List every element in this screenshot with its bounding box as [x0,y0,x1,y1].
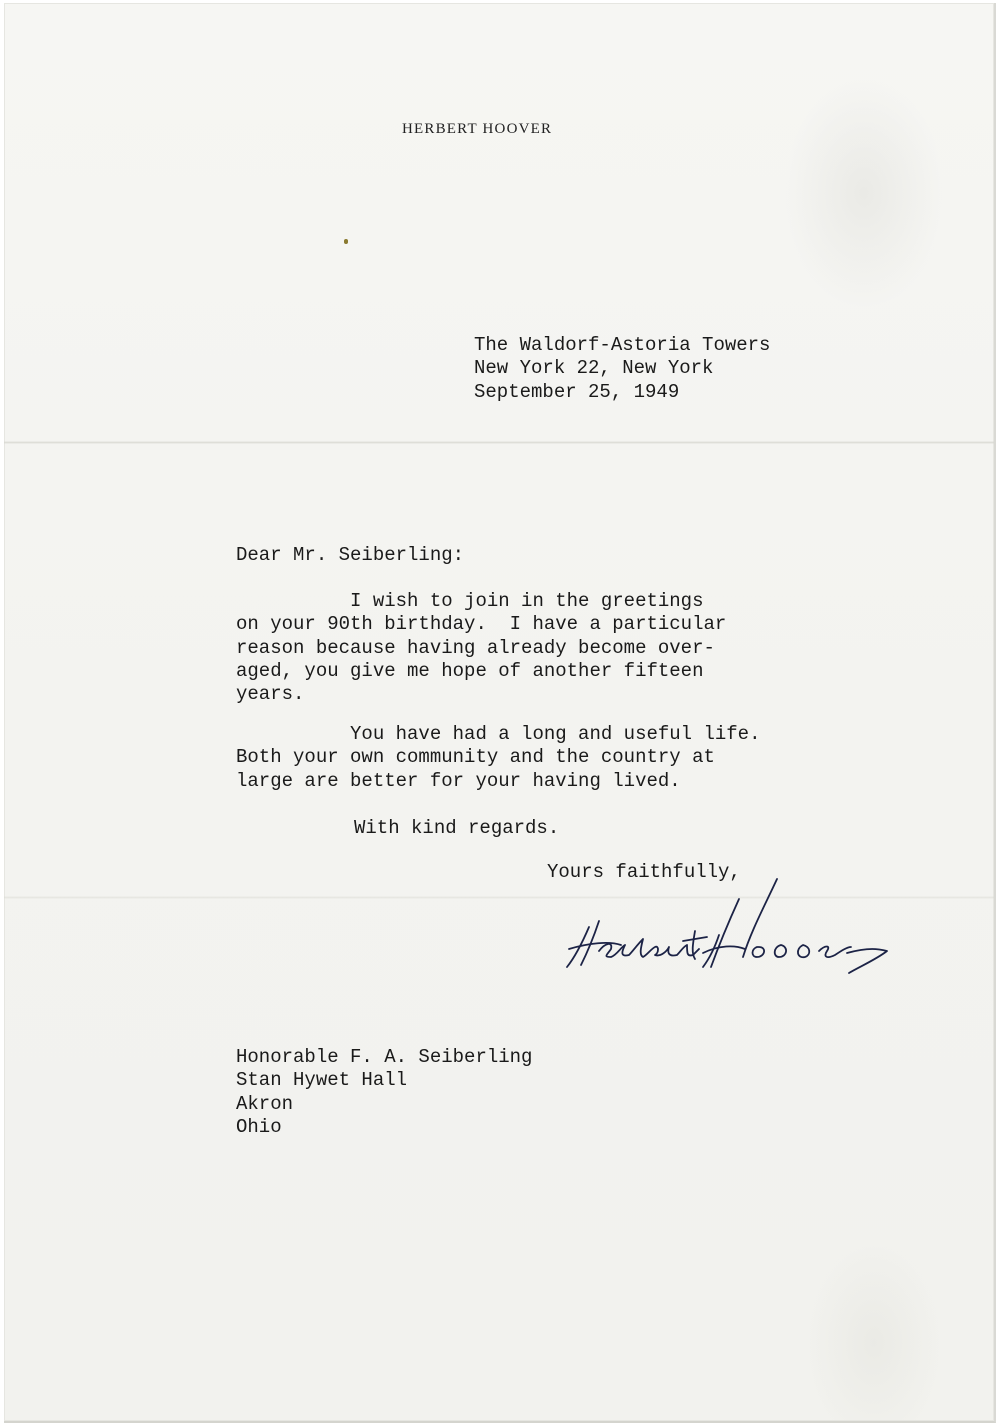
recipient-state: Ohio [236,1115,282,1138]
sender-address [474,334,770,404]
body-line: large are better for your having lived. [236,769,681,792]
body-line: You have had a long and useful life. [236,723,761,745]
fold-crease [4,441,994,444]
body-paragraph-2 [236,723,761,793]
body-paragraph-1 [236,590,726,706]
body-line: reason because having already become over- [236,636,715,659]
sender-address-line: New York 22, New York [474,357,714,380]
body-line: I wish to join in the greetings [236,590,704,612]
sender-address-line: The Waldorf-Astoria Towers [474,334,771,356]
salutation: Dear Mr. Seiberling: [236,544,465,566]
recipient-city: Akron [236,1092,294,1115]
paper-speck [344,239,348,244]
recipient-address [236,1046,532,1139]
body-line: on your 90th birthday. I have a particular [236,613,727,636]
recipient-name: Honorable F. A. Seiberling [236,1046,533,1068]
letter-date: September 25, 1949 [474,380,680,403]
valediction: Yours faithfully, [547,861,741,883]
handwritten-signature-icon [559,861,959,991]
letter-page [4,3,996,1423]
letterhead-name: HERBERT HOOVER [402,121,553,137]
recipient-address-line: Stan Hywet Hall [236,1069,408,1092]
closing-regards: With kind regards. [354,817,560,839]
body-line: Both your own community and the country at [236,746,715,769]
body-line: aged, you give me hope of another fifteen [236,659,704,682]
body-line: years. [236,683,305,706]
